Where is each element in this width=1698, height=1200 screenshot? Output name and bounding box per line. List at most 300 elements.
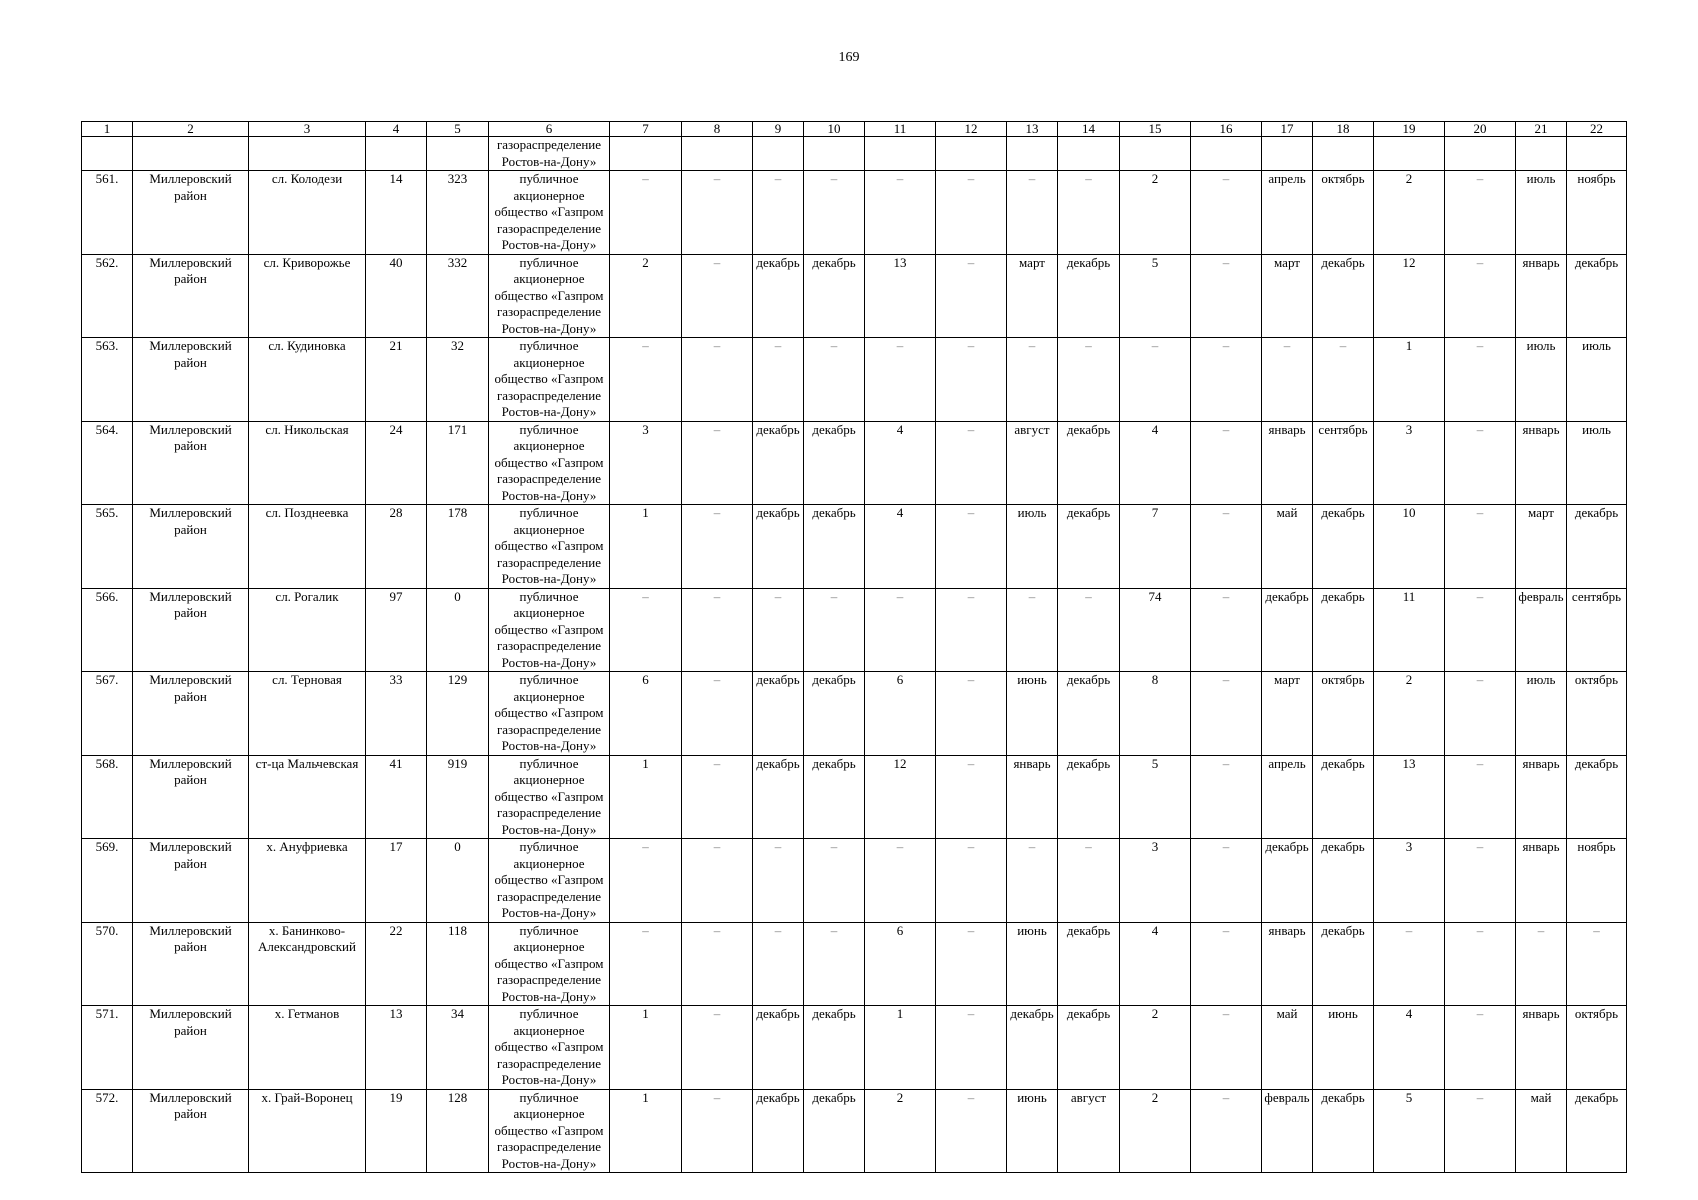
cell-empty bbox=[936, 137, 1007, 171]
table-body bbox=[82, 122, 1627, 1173]
cell-empty bbox=[1191, 137, 1262, 171]
cell-col-13: – bbox=[1007, 171, 1058, 255]
cell-col-19: 2 bbox=[1374, 171, 1445, 255]
cell-col-19: 11 bbox=[1374, 588, 1445, 672]
cell-col-16: – bbox=[1191, 588, 1262, 672]
cell-col-5: 118 bbox=[427, 922, 489, 1006]
cell-col-8: – bbox=[682, 922, 753, 1006]
header-col-14: 14 bbox=[1058, 122, 1120, 137]
cell-col-2: Миллеровский район bbox=[133, 171, 249, 255]
cell-empty bbox=[427, 137, 489, 171]
cell-col-14: декабрь bbox=[1058, 505, 1120, 589]
cell-col-13: – bbox=[1007, 839, 1058, 923]
cell-empty bbox=[865, 137, 936, 171]
cell-col-17: февраль bbox=[1262, 1089, 1313, 1173]
cell-col-3: х. Гетманов bbox=[249, 1006, 366, 1090]
cell-col-21: июль bbox=[1516, 338, 1567, 422]
cell-col-20: – bbox=[1445, 421, 1516, 505]
table-row bbox=[82, 922, 1627, 1006]
cell-col-21: январь bbox=[1516, 755, 1567, 839]
cell-empty bbox=[82, 137, 133, 171]
cell-empty bbox=[1313, 137, 1374, 171]
cell-col-14: декабрь bbox=[1058, 922, 1120, 1006]
cell-col-12: – bbox=[936, 505, 1007, 589]
cell-col-20: – bbox=[1445, 839, 1516, 923]
cell-col-16: – bbox=[1191, 505, 1262, 589]
cell-col-5: 34 bbox=[427, 1006, 489, 1090]
cell-col-12: – bbox=[936, 755, 1007, 839]
cell-empty bbox=[1516, 137, 1567, 171]
cell-col-20: – bbox=[1445, 171, 1516, 255]
cell-col-7: – bbox=[610, 922, 682, 1006]
cell-col-12: – bbox=[936, 839, 1007, 923]
cell-empty bbox=[1262, 137, 1313, 171]
header-col-20: 20 bbox=[1445, 122, 1516, 137]
cell-col-9: – bbox=[753, 839, 804, 923]
cell-col-17: апрель bbox=[1262, 171, 1313, 255]
continuation-row bbox=[82, 137, 1627, 171]
cell-col-12: – bbox=[936, 1006, 1007, 1090]
cell-col-14: – bbox=[1058, 588, 1120, 672]
cell-col-3: сл. Позднеевка bbox=[249, 505, 366, 589]
cell-col-6: публичное акционерное общество «Газпром газораспределение Ростов-на-Дону» bbox=[489, 755, 610, 839]
cell-col-12: – bbox=[936, 338, 1007, 422]
cell-empty bbox=[610, 137, 682, 171]
cell-col-18: декабрь bbox=[1313, 1089, 1374, 1173]
cell-col-14: декабрь bbox=[1058, 755, 1120, 839]
header-col-2: 2 bbox=[133, 122, 249, 137]
cell-col-15: 2 bbox=[1120, 1006, 1191, 1090]
cell-col-4: 41 bbox=[366, 755, 427, 839]
cell-col-8: – bbox=[682, 1089, 753, 1173]
cell-col-8: – bbox=[682, 839, 753, 923]
cell-col-7: 6 bbox=[610, 672, 682, 756]
cell-col-3: ст-ца Мальчевская bbox=[249, 755, 366, 839]
cell-col-15: – bbox=[1120, 338, 1191, 422]
cell-col-6: публичное акционерное общество «Газпром газораспределение Ростов-на-Дону» bbox=[489, 254, 610, 338]
cell-col-11: 6 bbox=[865, 922, 936, 1006]
cell-col-13: – bbox=[1007, 588, 1058, 672]
cell-col-8: – bbox=[682, 1006, 753, 1090]
cell-col-20: – bbox=[1445, 254, 1516, 338]
cell-col-2: Миллеровский район bbox=[133, 1006, 249, 1090]
header-col-4: 4 bbox=[366, 122, 427, 137]
cell-col-17: январь bbox=[1262, 421, 1313, 505]
header-col-7: 7 bbox=[610, 122, 682, 137]
cell-col-17: март bbox=[1262, 672, 1313, 756]
cell-col-16: – bbox=[1191, 1006, 1262, 1090]
cell-col-1: 563. bbox=[82, 338, 133, 422]
cell-col-4: 22 bbox=[366, 922, 427, 1006]
cell-col-10: декабрь bbox=[804, 1089, 865, 1173]
cell-col-21: – bbox=[1516, 922, 1567, 1006]
cell-col-9: – bbox=[753, 171, 804, 255]
cell-col-6: публичное акционерное общество «Газпром газораспределение Ростов-на-Дону» bbox=[489, 588, 610, 672]
cell-col-22: ноябрь bbox=[1567, 839, 1627, 923]
cell-col-1: 570. bbox=[82, 922, 133, 1006]
cell-col-1: 564. bbox=[82, 421, 133, 505]
cell-col-11: 4 bbox=[865, 505, 936, 589]
cell-col-3: х. Банинково-Александровский bbox=[249, 922, 366, 1006]
cell-col-13: июнь bbox=[1007, 1089, 1058, 1173]
cell-col-19: 3 bbox=[1374, 421, 1445, 505]
cell-col-1: 572. bbox=[82, 1089, 133, 1173]
cell-col-8: – bbox=[682, 755, 753, 839]
cell-col-22: ноябрь bbox=[1567, 171, 1627, 255]
cell-col-6: публичное акционерное общество «Газпром газораспределение Ростов-на-Дону» bbox=[489, 338, 610, 422]
cell-col-22: сентябрь bbox=[1567, 588, 1627, 672]
cell-col-11: – bbox=[865, 171, 936, 255]
cell-col-5: 0 bbox=[427, 839, 489, 923]
cell-col-2: Миллеровский район bbox=[133, 755, 249, 839]
cell-col-2: Миллеровский район bbox=[133, 421, 249, 505]
cell-col-18: июнь bbox=[1313, 1006, 1374, 1090]
cell-col-10: – bbox=[804, 839, 865, 923]
cell-col-2: Миллеровский район bbox=[133, 338, 249, 422]
cell-col-22: декабрь bbox=[1567, 505, 1627, 589]
cell-empty bbox=[753, 137, 804, 171]
cell-col-22: декабрь bbox=[1567, 1089, 1627, 1173]
cell-col-10: декабрь bbox=[804, 1006, 865, 1090]
cell-col-20: – bbox=[1445, 755, 1516, 839]
cell-col-7: – bbox=[610, 839, 682, 923]
header-col-18: 18 bbox=[1313, 122, 1374, 137]
cell-empty bbox=[1120, 137, 1191, 171]
cell-col-12: – bbox=[936, 171, 1007, 255]
cell-col-2: Миллеровский район bbox=[133, 839, 249, 923]
table-row bbox=[82, 254, 1627, 338]
cell-col-3: сл. Никольская bbox=[249, 421, 366, 505]
cell-col-9: декабрь bbox=[753, 505, 804, 589]
cell-col-7: 3 bbox=[610, 421, 682, 505]
cell-col-14: – bbox=[1058, 338, 1120, 422]
cell-col-6: публичное акционерное общество «Газпром газораспределение Ростов-на-Дону» bbox=[489, 1089, 610, 1173]
cell-col-8: – bbox=[682, 421, 753, 505]
cell-col-9: декабрь bbox=[753, 254, 804, 338]
cell-empty bbox=[133, 137, 249, 171]
cell-col-2: Миллеровский район bbox=[133, 505, 249, 589]
cell-col-16: – bbox=[1191, 672, 1262, 756]
cell-col-16: – bbox=[1191, 421, 1262, 505]
cell-col-20: – bbox=[1445, 1089, 1516, 1173]
cell-col-19: 13 bbox=[1374, 755, 1445, 839]
cell-col-14: август bbox=[1058, 1089, 1120, 1173]
cell-col-22: июль bbox=[1567, 338, 1627, 422]
cell-col-10: декабрь bbox=[804, 505, 865, 589]
cell-col-16: – bbox=[1191, 1089, 1262, 1173]
cell-col-1: 567. bbox=[82, 672, 133, 756]
cell-col-19: 10 bbox=[1374, 505, 1445, 589]
cell-col-12: – bbox=[936, 254, 1007, 338]
cell-col-1: 561. bbox=[82, 171, 133, 255]
header-col-8: 8 bbox=[682, 122, 753, 137]
header-col-15: 15 bbox=[1120, 122, 1191, 137]
table-row bbox=[82, 421, 1627, 505]
cell-col-15: 5 bbox=[1120, 755, 1191, 839]
cell-col-6: публичное акционерное общество «Газпром газораспределение Ростов-на-Дону» bbox=[489, 505, 610, 589]
cell-col-21: январь bbox=[1516, 1006, 1567, 1090]
cell-col-2: Миллеровский район bbox=[133, 922, 249, 1006]
cell-col-8: – bbox=[682, 672, 753, 756]
cell-col-13: июнь bbox=[1007, 922, 1058, 1006]
cell-col-11: 4 bbox=[865, 421, 936, 505]
cell-col-20: – bbox=[1445, 338, 1516, 422]
cell-empty bbox=[1058, 137, 1120, 171]
cell-col-4: 17 bbox=[366, 839, 427, 923]
cell-col-20: – bbox=[1445, 505, 1516, 589]
cell-col-7: 2 bbox=[610, 254, 682, 338]
cell-col-16: – bbox=[1191, 254, 1262, 338]
cell-col-11: – bbox=[865, 839, 936, 923]
cell-col-6: публичное акционерное общество «Газпром газораспределение Ростов-на-Дону» bbox=[489, 672, 610, 756]
cell-col-4: 14 bbox=[366, 171, 427, 255]
cell-col-1: 568. bbox=[82, 755, 133, 839]
cell-col-14: декабрь bbox=[1058, 254, 1120, 338]
cell-col-5: 332 bbox=[427, 254, 489, 338]
cell-col-2: Миллеровский район bbox=[133, 1089, 249, 1173]
cell-empty bbox=[1445, 137, 1516, 171]
cell-col-10: декабрь bbox=[804, 755, 865, 839]
cell-col-13: – bbox=[1007, 338, 1058, 422]
header-col-5: 5 bbox=[427, 122, 489, 137]
cell-col-5: 919 bbox=[427, 755, 489, 839]
cell-col-15: 8 bbox=[1120, 672, 1191, 756]
cell-col-17: май bbox=[1262, 505, 1313, 589]
cell-col-7: – bbox=[610, 588, 682, 672]
cell-col-12: – bbox=[936, 421, 1007, 505]
table-row bbox=[82, 588, 1627, 672]
cell-col-18: декабрь bbox=[1313, 588, 1374, 672]
cell-col-18: октябрь bbox=[1313, 171, 1374, 255]
cell-col-13: август bbox=[1007, 421, 1058, 505]
cell-col-11: 1 bbox=[865, 1006, 936, 1090]
cell-col-18: октябрь bbox=[1313, 672, 1374, 756]
cell-col-5: 32 bbox=[427, 338, 489, 422]
cell-col-5: 178 bbox=[427, 505, 489, 589]
cell-col-3: сл. Кудиновка bbox=[249, 338, 366, 422]
header-col-19: 19 bbox=[1374, 122, 1445, 137]
cell-col-4: 19 bbox=[366, 1089, 427, 1173]
cell-col-3: сл. Терновая bbox=[249, 672, 366, 756]
continuation-operator: газораспределение Ростов-на-Дону» bbox=[489, 137, 610, 171]
cell-col-20: – bbox=[1445, 1006, 1516, 1090]
cell-col-9: декабрь bbox=[753, 1006, 804, 1090]
cell-empty bbox=[1567, 137, 1627, 171]
table-row bbox=[82, 505, 1627, 589]
cell-col-1: 571. bbox=[82, 1006, 133, 1090]
cell-col-7: 1 bbox=[610, 755, 682, 839]
cell-col-12: – bbox=[936, 1089, 1007, 1173]
cell-col-17: декабрь bbox=[1262, 839, 1313, 923]
cell-empty bbox=[1374, 137, 1445, 171]
header-col-10: 10 bbox=[804, 122, 865, 137]
cell-empty bbox=[366, 137, 427, 171]
cell-col-10: – bbox=[804, 338, 865, 422]
header-col-22: 22 bbox=[1567, 122, 1627, 137]
cell-col-10: декабрь bbox=[804, 672, 865, 756]
cell-col-9: декабрь bbox=[753, 672, 804, 756]
cell-col-19: 3 bbox=[1374, 839, 1445, 923]
cell-col-22: – bbox=[1567, 922, 1627, 1006]
cell-col-13: январь bbox=[1007, 755, 1058, 839]
cell-col-17: март bbox=[1262, 254, 1313, 338]
cell-col-21: январь bbox=[1516, 421, 1567, 505]
cell-col-19: 12 bbox=[1374, 254, 1445, 338]
table-row bbox=[82, 171, 1627, 255]
cell-col-17: декабрь bbox=[1262, 588, 1313, 672]
cell-col-2: Миллеровский район bbox=[133, 254, 249, 338]
cell-col-18: – bbox=[1313, 338, 1374, 422]
cell-col-16: – bbox=[1191, 922, 1262, 1006]
cell-col-21: январь bbox=[1516, 254, 1567, 338]
cell-col-17: апрель bbox=[1262, 755, 1313, 839]
cell-col-9: – bbox=[753, 338, 804, 422]
cell-col-7: 1 bbox=[610, 1089, 682, 1173]
header-col-21: 21 bbox=[1516, 122, 1567, 137]
cell-col-21: июль bbox=[1516, 171, 1567, 255]
page-number: 169 bbox=[838, 50, 860, 65]
cell-col-7: – bbox=[610, 171, 682, 255]
cell-col-1: 566. bbox=[82, 588, 133, 672]
header-col-9: 9 bbox=[753, 122, 804, 137]
cell-col-6: публичное акционерное общество «Газпром газораспределение Ростов-на-Дону» bbox=[489, 421, 610, 505]
cell-col-21: май bbox=[1516, 1089, 1567, 1173]
cell-col-5: 171 bbox=[427, 421, 489, 505]
cell-col-15: 74 bbox=[1120, 588, 1191, 672]
cell-col-13: июнь bbox=[1007, 672, 1058, 756]
cell-col-4: 24 bbox=[366, 421, 427, 505]
cell-col-22: октябрь bbox=[1567, 1006, 1627, 1090]
cell-col-21: февраль bbox=[1516, 588, 1567, 672]
cell-col-18: сентябрь bbox=[1313, 421, 1374, 505]
cell-col-4: 33 bbox=[366, 672, 427, 756]
header-col-1: 1 bbox=[82, 122, 133, 137]
table-row bbox=[82, 839, 1627, 923]
cell-col-11: 13 bbox=[865, 254, 936, 338]
cell-col-6: публичное акционерное общество «Газпром газораспределение Ростов-на-Дону» bbox=[489, 922, 610, 1006]
cell-col-12: – bbox=[936, 672, 1007, 756]
cell-col-16: – bbox=[1191, 839, 1262, 923]
cell-col-13: июль bbox=[1007, 505, 1058, 589]
cell-col-13: март bbox=[1007, 254, 1058, 338]
cell-col-20: – bbox=[1445, 672, 1516, 756]
cell-col-7: – bbox=[610, 338, 682, 422]
cell-col-19: 4 bbox=[1374, 1006, 1445, 1090]
cell-col-21: январь bbox=[1516, 839, 1567, 923]
cell-col-16: – bbox=[1191, 755, 1262, 839]
header-col-6: 6 bbox=[489, 122, 610, 137]
cell-col-4: 13 bbox=[366, 1006, 427, 1090]
cell-col-19: 2 bbox=[1374, 672, 1445, 756]
cell-col-16: – bbox=[1191, 171, 1262, 255]
cell-col-8: – bbox=[682, 505, 753, 589]
cell-col-14: декабрь bbox=[1058, 1006, 1120, 1090]
header-col-3: 3 bbox=[249, 122, 366, 137]
cell-col-18: декабрь bbox=[1313, 755, 1374, 839]
cell-col-4: 21 bbox=[366, 338, 427, 422]
cell-col-19: 1 bbox=[1374, 338, 1445, 422]
header-col-13: 13 bbox=[1007, 122, 1058, 137]
cell-col-17: – bbox=[1262, 338, 1313, 422]
cell-col-5: 0 bbox=[427, 588, 489, 672]
cell-col-12: – bbox=[936, 922, 1007, 1006]
table-row bbox=[82, 1089, 1627, 1173]
cell-col-7: 1 bbox=[610, 505, 682, 589]
table-row bbox=[82, 1006, 1627, 1090]
cell-col-15: 4 bbox=[1120, 922, 1191, 1006]
cell-col-9: декабрь bbox=[753, 421, 804, 505]
cell-col-18: декабрь bbox=[1313, 922, 1374, 1006]
cell-col-15: 2 bbox=[1120, 1089, 1191, 1173]
cell-col-6: публичное акционерное общество «Газпром газораспределение Ростов-на-Дону» bbox=[489, 1006, 610, 1090]
cell-col-3: сл. Колодези bbox=[249, 171, 366, 255]
cell-col-4: 40 bbox=[366, 254, 427, 338]
cell-col-7: 1 bbox=[610, 1006, 682, 1090]
cell-col-9: декабрь bbox=[753, 1089, 804, 1173]
cell-col-14: – bbox=[1058, 171, 1120, 255]
cell-col-21: март bbox=[1516, 505, 1567, 589]
cell-col-18: декабрь bbox=[1313, 839, 1374, 923]
cell-col-22: октябрь bbox=[1567, 672, 1627, 756]
cell-col-18: декабрь bbox=[1313, 505, 1374, 589]
cell-col-3: х. Ануфриевка bbox=[249, 839, 366, 923]
cell-col-14: декабрь bbox=[1058, 672, 1120, 756]
table-row bbox=[82, 338, 1627, 422]
cell-col-10: – bbox=[804, 922, 865, 1006]
cell-col-10: декабрь bbox=[804, 421, 865, 505]
cell-col-11: – bbox=[865, 338, 936, 422]
cell-col-15: 4 bbox=[1120, 421, 1191, 505]
cell-col-3: сл. Криворожье bbox=[249, 254, 366, 338]
cell-col-11: 6 bbox=[865, 672, 936, 756]
cell-col-1: 565. bbox=[82, 505, 133, 589]
cell-col-6: публичное акционерное общество «Газпром газораспределение Ростов-на-Дону» bbox=[489, 171, 610, 255]
cell-col-11: – bbox=[865, 588, 936, 672]
cell-col-10: декабрь bbox=[804, 254, 865, 338]
table-row bbox=[82, 755, 1627, 839]
cell-col-16: – bbox=[1191, 338, 1262, 422]
cell-col-15: 5 bbox=[1120, 254, 1191, 338]
cell-col-15: 3 bbox=[1120, 839, 1191, 923]
cell-col-8: – bbox=[682, 588, 753, 672]
cell-col-1: 569. bbox=[82, 839, 133, 923]
cell-col-18: декабрь bbox=[1313, 254, 1374, 338]
data-table bbox=[81, 121, 1627, 1173]
cell-col-1: 562. bbox=[82, 254, 133, 338]
cell-empty bbox=[1007, 137, 1058, 171]
cell-col-4: 28 bbox=[366, 505, 427, 589]
cell-col-2: Миллеровский район bbox=[133, 672, 249, 756]
table-row bbox=[82, 672, 1627, 756]
cell-col-19: 5 bbox=[1374, 1089, 1445, 1173]
cell-col-2: Миллеровский район bbox=[133, 588, 249, 672]
cell-col-9: – bbox=[753, 922, 804, 1006]
header-col-12: 12 bbox=[936, 122, 1007, 137]
cell-col-22: декабрь bbox=[1567, 755, 1627, 839]
cell-col-5: 129 bbox=[427, 672, 489, 756]
cell-col-22: декабрь bbox=[1567, 254, 1627, 338]
cell-col-3: сл. Рогалик bbox=[249, 588, 366, 672]
cell-col-5: 323 bbox=[427, 171, 489, 255]
cell-col-12: – bbox=[936, 588, 1007, 672]
cell-col-14: – bbox=[1058, 839, 1120, 923]
cell-col-15: 7 bbox=[1120, 505, 1191, 589]
cell-col-20: – bbox=[1445, 922, 1516, 1006]
cell-col-22: июль bbox=[1567, 421, 1627, 505]
cell-empty bbox=[249, 137, 366, 171]
cell-col-8: – bbox=[682, 171, 753, 255]
cell-col-5: 128 bbox=[427, 1089, 489, 1173]
